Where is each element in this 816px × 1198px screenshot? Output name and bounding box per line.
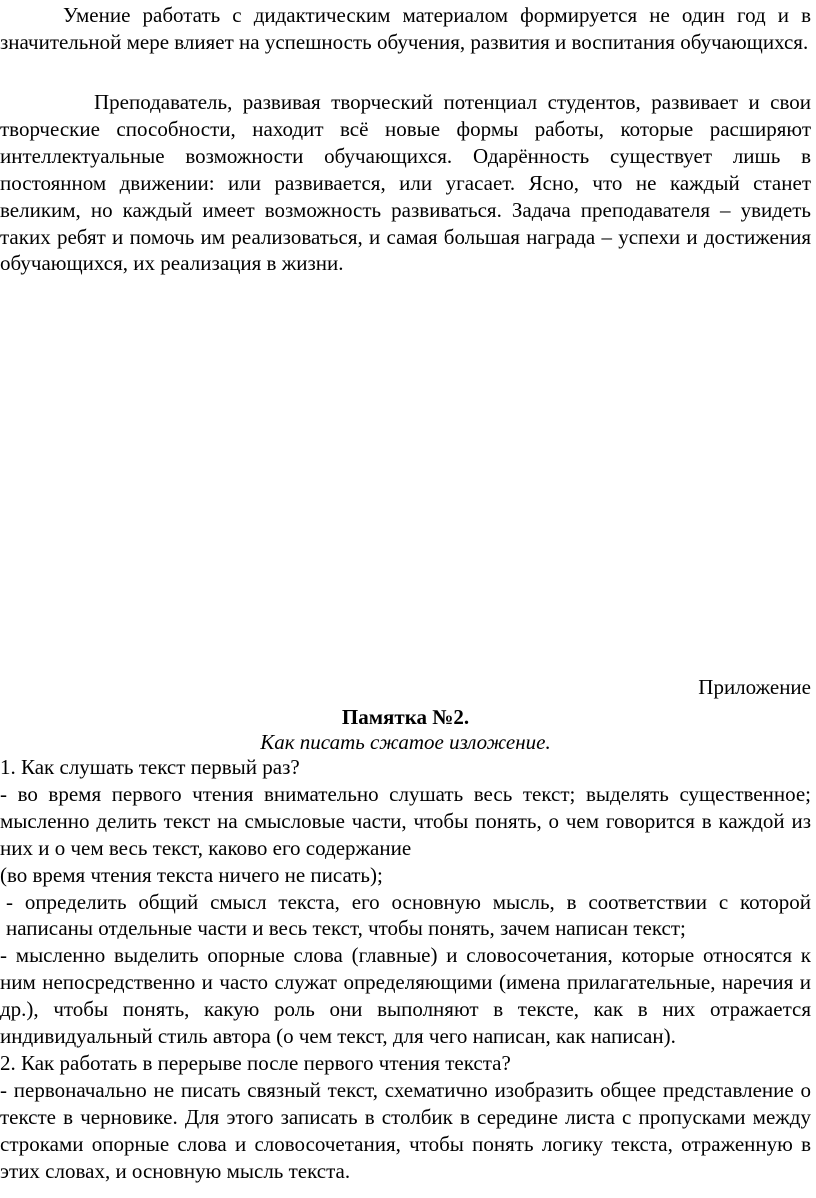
memo-list-item: - первоначально не писать связный текст, схематично изобразить общее представление о тексте в черновике. Для этого записать в столбик в середине листа с пропусками между строками опорные слова и словосочетания, чтобы понять логику текста, отраженную в этих словах, и основную мысль текста. [0, 1077, 811, 1183]
memo-subtitle: Как писать сжатое изложение. [260, 730, 551, 754]
memo-body [0, 754, 811, 1185]
memo-question-2: 2. Как работать в перерыве после первого чтения текста? [0, 1050, 511, 1075]
memo-title: Памятка №2. [341, 705, 470, 729]
memo-list-item: - во время первого чтения внимательно слушать весь текст; выделять существенное; мысленно делить текст на смысловые части, чтобы понять, о чем говорится в каждой из них и о чем весь текст, каково его содержание [0, 781, 811, 860]
memo-list-item: - определить общий смысл текста, его основную мысль, в соответствии с которой написаны отдельные части и весь текст, чтобы понять, зачем написан текст; [6, 889, 811, 941]
memo-question-1: 1. Как слушать текст первый раз? [0, 755, 300, 779]
intro-paragraph-1: Умение работать с дидактическим материалом формируется не один год и в значительной мере влияет на успешность обучения, развития и воспитания обучающихся. [0, 3, 811, 54]
intro-paragraph-2: Преподаватель, развивая творческий потенциал студентов, развивает и свои творческие способности, находит всё новые формы работы, которые расширяют интеллектуальные возможности обучающихся. Одарённость существует лишь в постоянном движении: или развивается, или угасает. Ясно, что не каждый станет великим, но каждый имеет возможность развиваться. Задача преподавателя – увидеть таких ребят и помочь им реализоваться, и самая большая награда – успехи и достижения обучающихся, их реализация в жизни. [0, 90, 811, 276]
memo-list-item: - мысленно выделить опорные слова (главные) и словосочетания, которые относятся к ним непосредственно и часто служат определяющими (имена прилагательные, наречия и др.), чтобы понять, какую роль они выполняют в тексте, как в них отражается индивидуальный стиль автора (о чем текст, для чего написан, как написан). [0, 943, 811, 1049]
memo-list-item-note: (во время чтения текста ничего не писать); [0, 862, 383, 887]
appendix-label: Приложение [698, 675, 811, 699]
